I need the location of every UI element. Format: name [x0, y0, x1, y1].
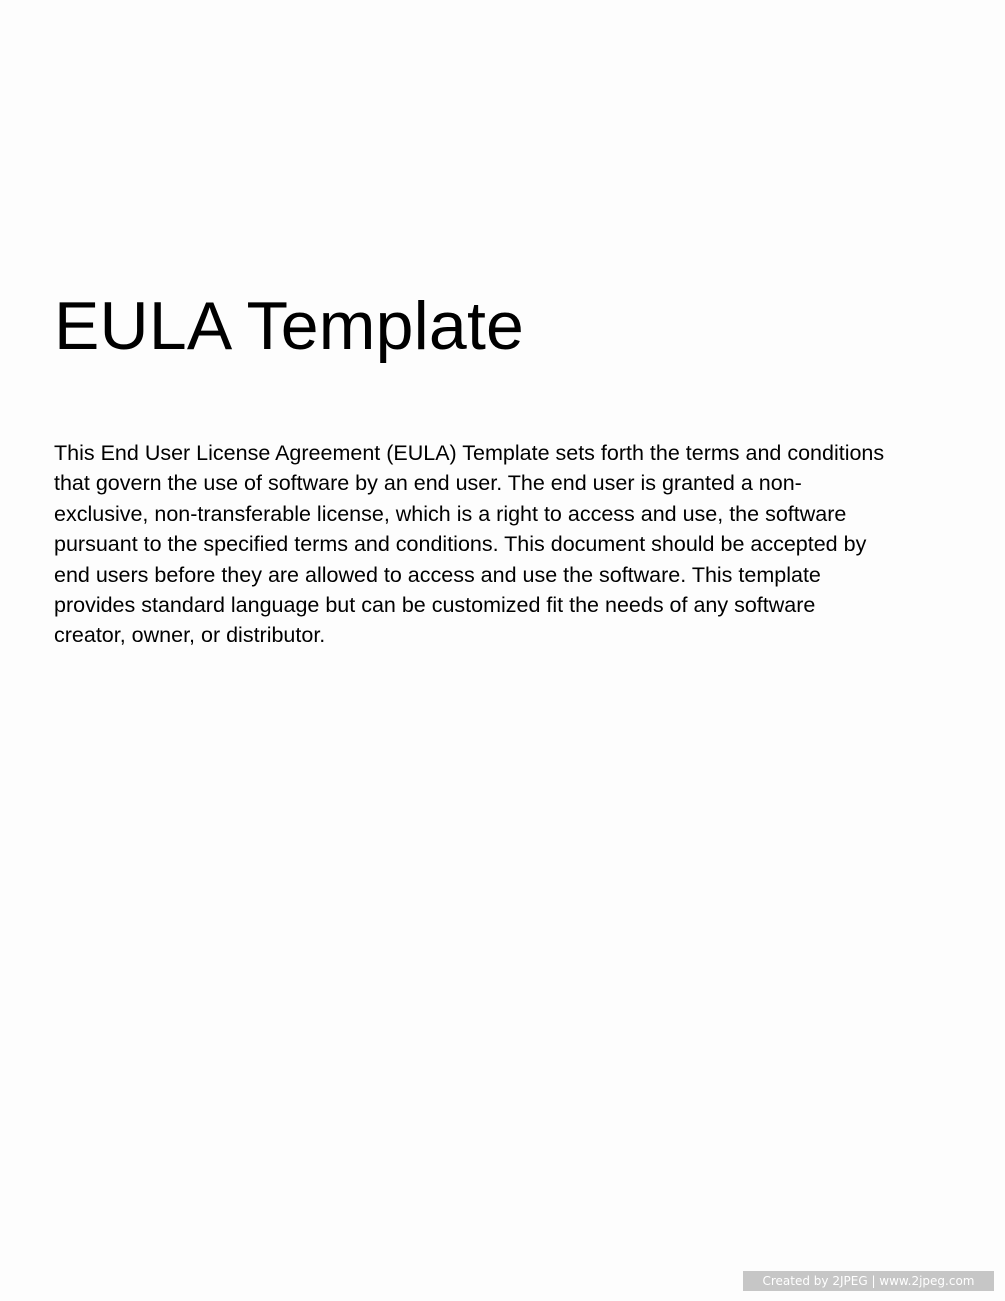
watermark-badge: Created by 2JPEG | www.2jpeg.com	[743, 1271, 994, 1291]
paragraph-line: that govern the use of software by an end user. The end user is granted a non-	[54, 471, 802, 496]
paragraph-line: exclusive, non-transferable license, which is a right to access and use, the software	[54, 501, 847, 526]
paragraph-line: pursuant to the specified terms and conditions. This document should be accepted by	[54, 532, 867, 557]
paragraph-line: This End User License Agreement (EULA) Template sets forth the terms and conditions	[54, 441, 885, 465]
document-title: EULA Template	[54, 288, 525, 364]
paragraph-line: creator, owner, or distributor.	[54, 623, 326, 648]
paragraph-line: provides standard language but can be customized fit the needs of any software	[54, 593, 816, 618]
document-paragraph	[54, 438, 954, 651]
paragraph-line: end users before they are allowed to access and use the software. This template	[54, 562, 821, 587]
